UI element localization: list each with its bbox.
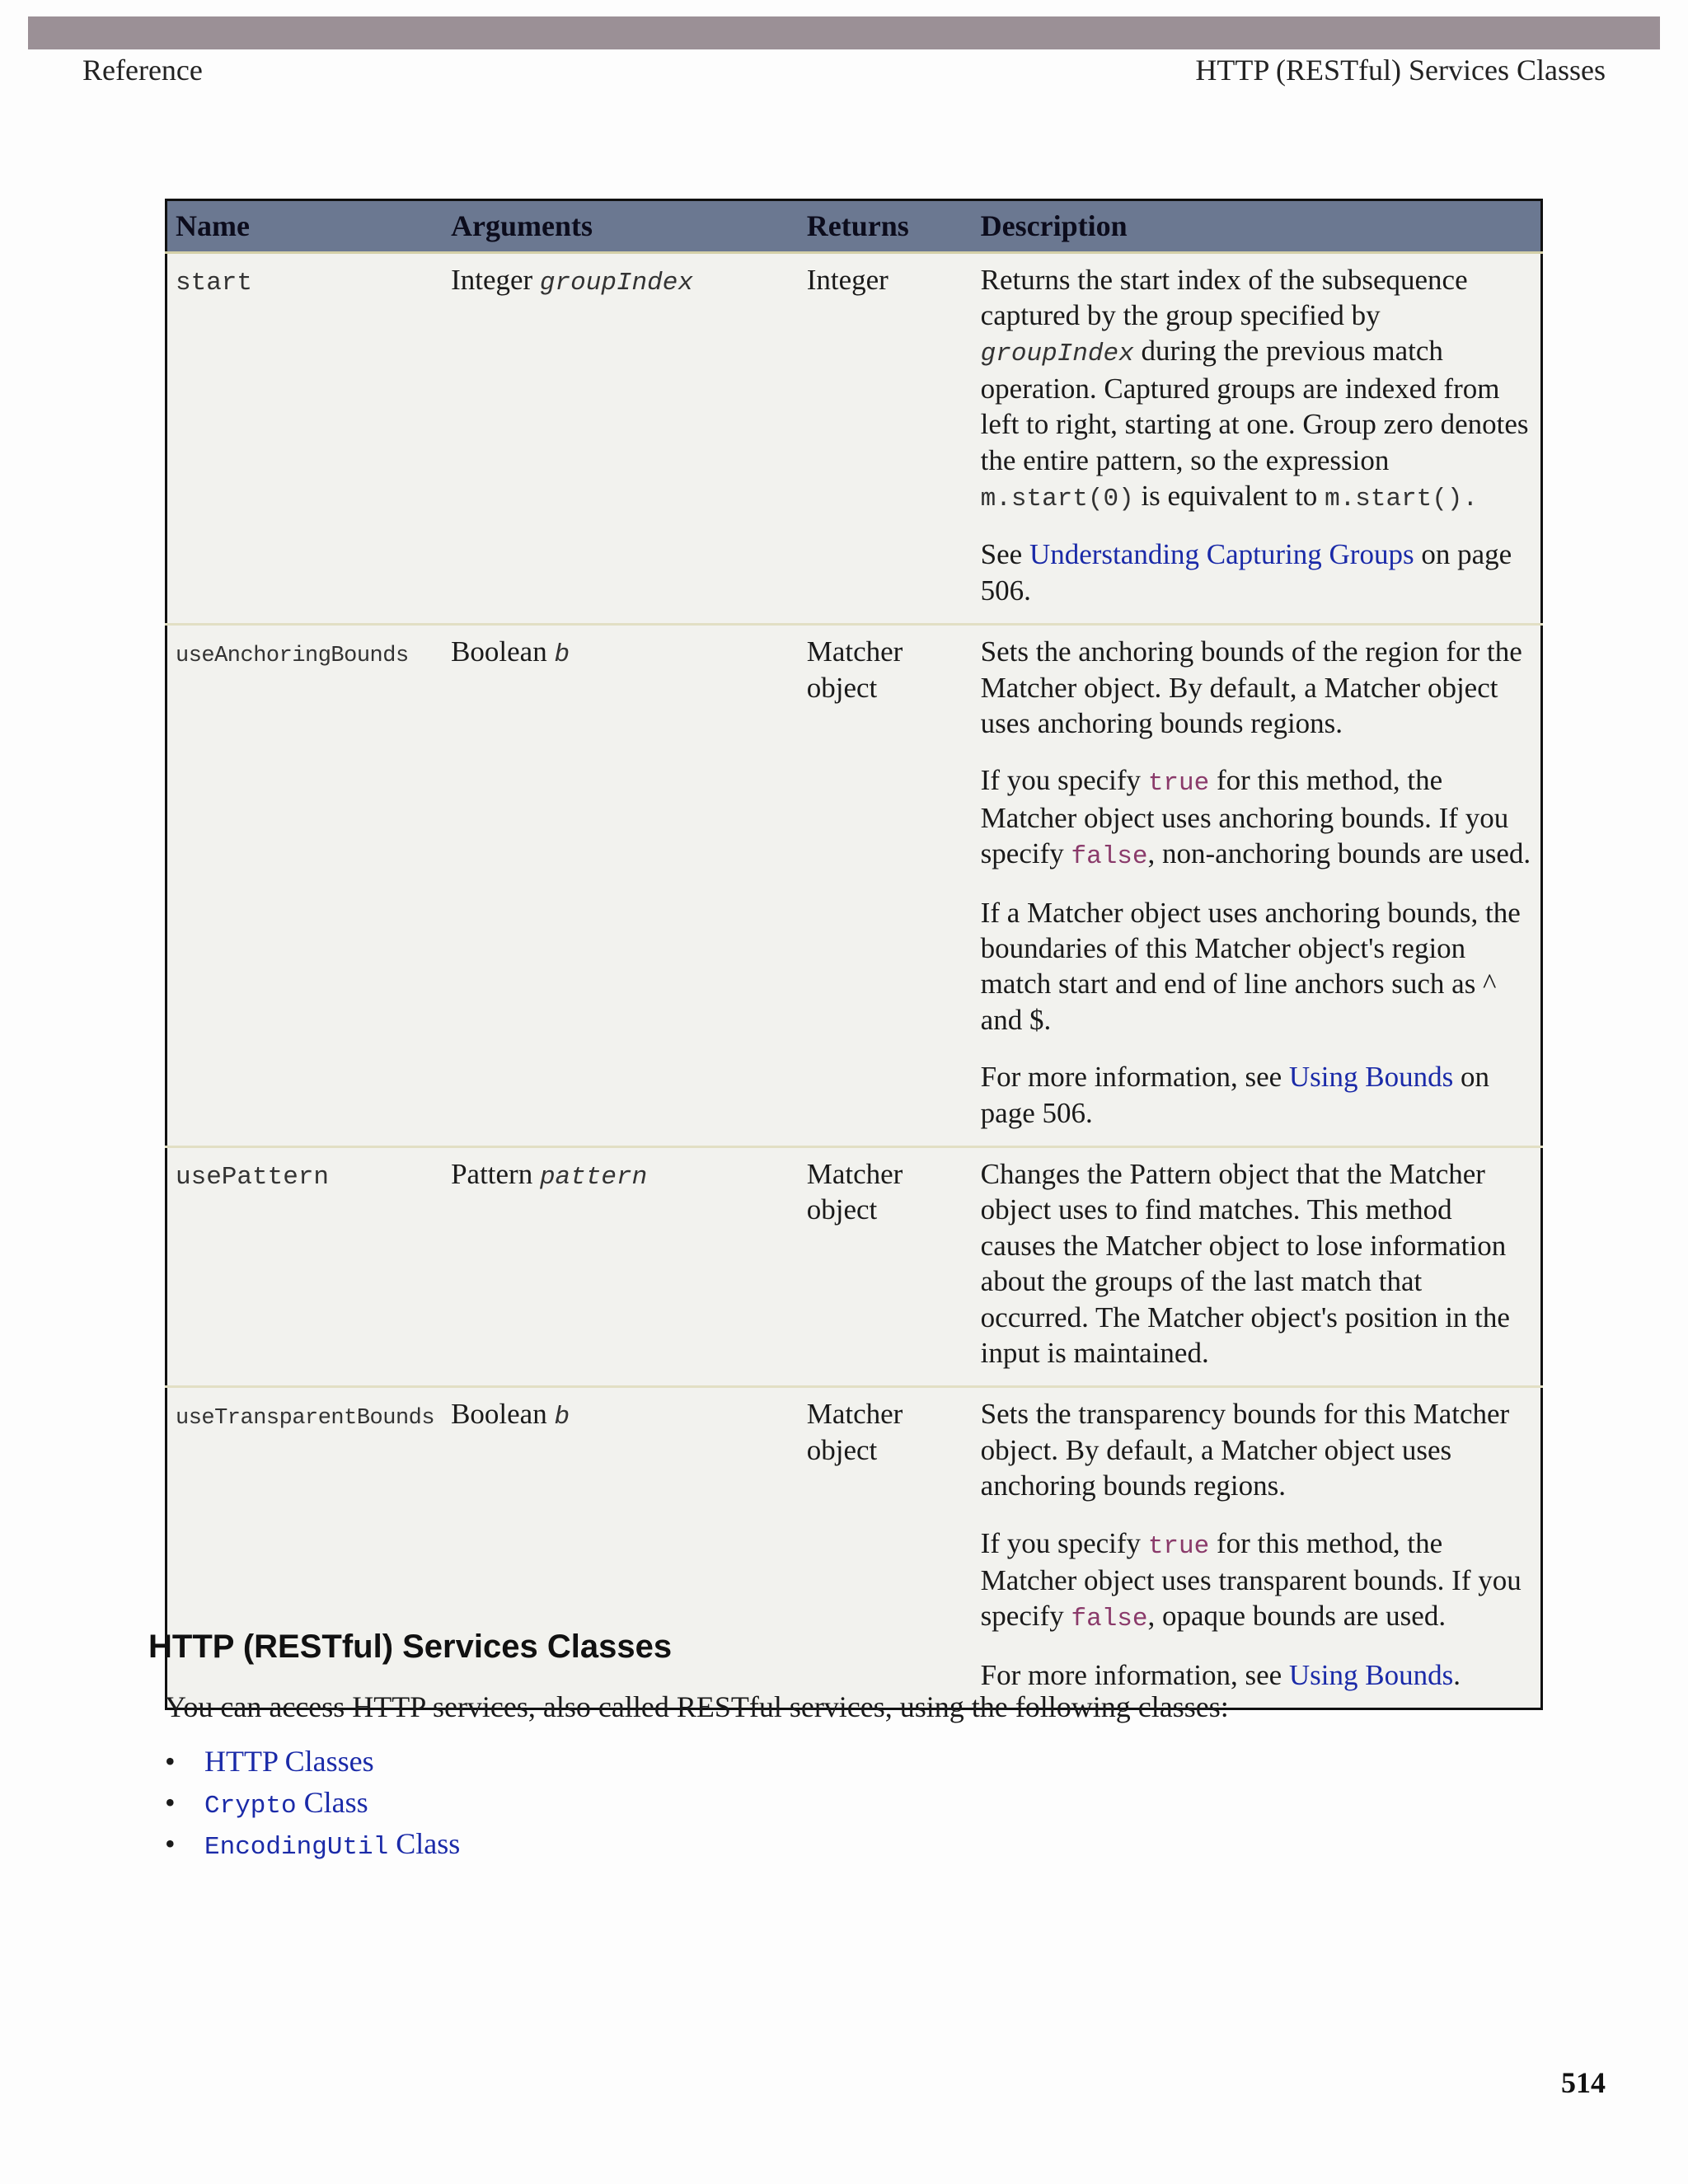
description-text: is equivalent to bbox=[1141, 480, 1318, 513]
description-paragraph: Sets the anchoring bounds of the region for the Matcher object. By default, a Matcher object uses anchoring bounds regions. bbox=[980, 635, 1522, 740]
bullet-icon: • bbox=[165, 1745, 176, 1778]
header-bar bbox=[28, 16, 1660, 49]
description-text: See bbox=[980, 538, 1023, 571]
description-paragraph: Sets the transparency bounds for this Matcher object. By default, a Matcher object uses anchoring bounds regions. bbox=[980, 1398, 1510, 1502]
section-intro: You can access HTTP services, also called RESTful services, using the following classes: bbox=[165, 1690, 1229, 1723]
section-heading: HTTP (RESTful) Services Classes bbox=[148, 1629, 673, 1665]
method-name-cell bbox=[166, 252, 443, 625]
method-name: useAnchoringBounds bbox=[176, 644, 409, 669]
table-row bbox=[166, 625, 1542, 1147]
description-text: on page 506. bbox=[980, 538, 1512, 607]
description-paragraph: Changes the Pattern object that the Matcher object uses to find matches. This method causes the Matcher object to lose information about the groups of the last match that occurred. The Matcher object's position in the input is maintained. bbox=[980, 1158, 1510, 1369]
keyword-false: false bbox=[1071, 1605, 1148, 1634]
arguments-cell bbox=[443, 1147, 799, 1387]
arg-type: Pattern bbox=[451, 1158, 533, 1191]
returns-cell: Integer bbox=[799, 252, 973, 625]
description-text: for this method, the Matcher object uses anchoring bounds. If you specify bbox=[980, 764, 1509, 870]
method-name-cell bbox=[166, 1147, 443, 1387]
column-header-name: Name bbox=[166, 200, 443, 253]
description-text: on page 506. bbox=[980, 1061, 1489, 1129]
description-text: If you specify bbox=[980, 1526, 1142, 1559]
bullet-icon: • bbox=[165, 1786, 176, 1819]
arg-name: pattern bbox=[539, 1163, 648, 1193]
column-header-returns: Returns bbox=[799, 200, 973, 253]
link-code: EncodingUtil bbox=[204, 1833, 389, 1862]
using-bounds-link[interactable]: Using Bounds bbox=[1288, 1061, 1454, 1094]
description-text: For more information, see bbox=[980, 1061, 1282, 1094]
link-text: Class bbox=[303, 1786, 368, 1819]
returns-cell: Matcher object bbox=[799, 1147, 973, 1387]
arg-type: Boolean bbox=[451, 635, 547, 668]
description-text: during the previous match operation. Captured groups are indexed from left to right, starting at one. Group zero denotes the entire pattern, so the expression bbox=[980, 335, 1529, 476]
column-header-arguments: Arguments bbox=[443, 200, 799, 253]
column-header-description: Description bbox=[973, 200, 1542, 253]
inline-code: groupIndex bbox=[980, 340, 1134, 369]
class-link-list bbox=[165, 1741, 460, 1864]
crypto-class-link[interactable] bbox=[204, 1786, 368, 1819]
description-text: If you specify bbox=[980, 764, 1142, 797]
table-header-row bbox=[166, 200, 1542, 253]
inline-code: m.start(0) bbox=[980, 485, 1134, 514]
arg-name: b bbox=[554, 1403, 570, 1432]
method-reference-table bbox=[165, 199, 1543, 1710]
description-paragraph bbox=[981, 1059, 1532, 1131]
description-cell bbox=[973, 252, 1542, 625]
returns-cell: Matcher object bbox=[799, 625, 973, 1147]
description-paragraph bbox=[981, 537, 1532, 608]
description-text: . bbox=[1453, 1658, 1461, 1691]
description-cell bbox=[973, 625, 1542, 1147]
http-classes-link[interactable]: HTTP Classes bbox=[204, 1745, 374, 1778]
description-text: For more information, see bbox=[980, 1658, 1282, 1691]
list-item bbox=[165, 1741, 460, 1782]
table-row bbox=[166, 252, 1542, 625]
keyword-false: false bbox=[1071, 842, 1148, 872]
list-item bbox=[165, 1823, 460, 1864]
arg-type: Integer bbox=[451, 263, 533, 296]
page-number: 514 bbox=[1561, 2066, 1606, 2099]
arg-type: Boolean bbox=[451, 1398, 547, 1431]
arg-name: b bbox=[554, 640, 570, 670]
description-text: for this method, the Matcher object uses transparent bounds. If you specify bbox=[980, 1526, 1522, 1633]
link-text: Class bbox=[396, 1827, 461, 1860]
using-bounds-link[interactable]: Using Bounds bbox=[1288, 1658, 1454, 1691]
header-section-label: Reference bbox=[82, 54, 203, 87]
keyword-true: true bbox=[1147, 1531, 1210, 1561]
encodingutil-class-link[interactable] bbox=[204, 1827, 460, 1860]
description-cell bbox=[973, 1387, 1542, 1709]
header-chapter-title: HTTP (RESTful) Services Classes bbox=[1195, 54, 1606, 87]
description-text: Returns the start index of the subsequence captured by the group specified by bbox=[980, 263, 1468, 332]
method-name-cell bbox=[166, 625, 443, 1147]
list-item bbox=[165, 1782, 460, 1823]
arguments-cell bbox=[443, 625, 799, 1147]
description-text: , non-anchoring bounds are used. bbox=[1147, 837, 1531, 870]
inline-code: m.start(). bbox=[1325, 485, 1479, 514]
description-text: , opaque bounds are used. bbox=[1147, 1600, 1447, 1633]
method-name: useTransparentBounds bbox=[176, 1406, 435, 1432]
arguments-cell bbox=[443, 252, 799, 625]
link-code: Crypto bbox=[204, 1792, 297, 1821]
description-paragraph: If a Matcher object uses anchoring bounds, the boundaries of this Matcher object's region match start and end of line anchors such as ^ and $. bbox=[980, 896, 1521, 1036]
description-paragraph bbox=[981, 1526, 1532, 1636]
method-name: usePattern bbox=[176, 1163, 330, 1193]
understanding-capturing-groups-link[interactable]: Understanding Capturing Groups bbox=[1029, 538, 1414, 571]
bullet-icon: • bbox=[165, 1827, 176, 1860]
returns-cell: Matcher object bbox=[806, 1398, 903, 1466]
description-cell bbox=[973, 1147, 1542, 1387]
description-paragraph bbox=[981, 262, 1532, 516]
description-paragraph bbox=[981, 762, 1532, 873]
method-name: start bbox=[176, 268, 253, 298]
arg-name: groupIndex bbox=[539, 268, 693, 298]
description-paragraph bbox=[981, 1657, 1532, 1693]
table-row bbox=[166, 1147, 1542, 1387]
keyword-true: true bbox=[1147, 769, 1210, 799]
